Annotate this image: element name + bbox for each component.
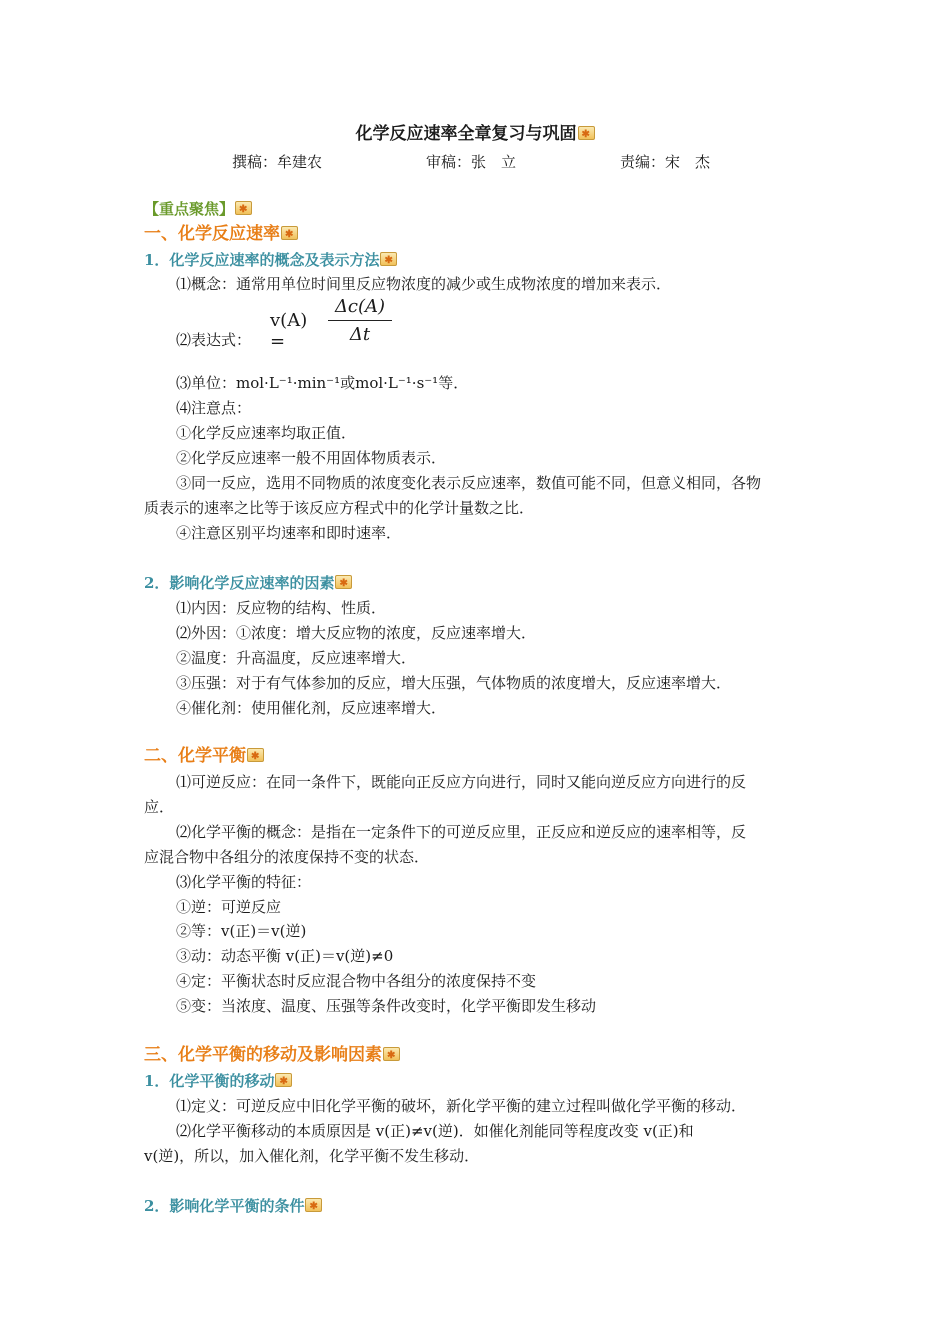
author-writer: 撰稿：牟建农 [232, 153, 323, 171]
shift-essence-line-2: v(逆)，所以，加入催化剂，化学平衡不发生移动． [144, 1147, 480, 1165]
section-1-2-heading: 2．影响化学反应速率的因素✱ [144, 573, 352, 593]
note-3-line-1: ③同一反应，选用不同物质的浓度变化表示反应速率，数值可能不同，但意义相同，各物 [176, 474, 762, 492]
attachment-icon[interactable] [305, 1198, 322, 1212]
fraction-bar [328, 320, 392, 321]
attachment-icon[interactable] [247, 748, 264, 762]
section-3-2-heading: 2．影响化学平衡的条件✱ [144, 1196, 322, 1216]
attachment-icon[interactable] [235, 201, 252, 215]
attachment-icon[interactable] [281, 226, 298, 240]
document-title: 化学反应速率全章复习与巩固✱ [0, 124, 950, 144]
formula-denominator: Δt [349, 324, 371, 345]
factor-internal: ⑴内因：反应物的结构、性质． [176, 599, 387, 617]
formula-numerator: Δc(A) [334, 296, 386, 317]
feature-4: ④定：平衡状态时反应混合物中各组分的浓度保持不变 [176, 972, 537, 990]
attachment-icon[interactable] [383, 1047, 400, 1061]
note-3-line-2: 质表示的速率之比等于该反应方程式中的化学计量数之比． [144, 499, 535, 517]
factor-external: ⑵外因：①浓度：增大反应物的浓度，反应速率增大． [176, 624, 537, 642]
formula-fraction [328, 296, 392, 345]
concept-text: ⑴概念：通常用单位时间里反应物浓度的减少或生成物浓度的增加来表示． [176, 275, 672, 293]
reversible-line-1: ⑴可逆反应：在同一条件下，既能向正反应方向进行，同时又能向逆反应方向进行的反 [176, 773, 747, 791]
features-label: ⑶化学平衡的特征： [176, 873, 312, 891]
attachment-icon[interactable] [275, 1073, 292, 1087]
unit-text: ⑶单位：mol·L⁻¹·min⁻¹或mol·L⁻¹·s⁻¹等． [176, 374, 469, 392]
notes-label: ⑷注意点： [176, 399, 252, 417]
factor-catalyst: ④催化剂：使用催化剂，反应速率增大． [176, 699, 447, 717]
attachment-icon[interactable] [380, 252, 397, 266]
shift-essence-line-1: ⑵化学平衡移动的本质原因是 v(正)≠v(逆)．如催化剂能同等程度改变 v(正)和 [176, 1122, 694, 1140]
equilibrium-concept-line-2: 应混合物中各组分的浓度保持不变的状态． [144, 848, 430, 866]
note-1: ①化学反应速率均取正值． [176, 424, 357, 442]
feature-2: ②等：v(正)＝v(逆) [176, 922, 307, 940]
attachment-icon[interactable] [578, 126, 595, 140]
section-3-heading: 三、化学平衡的移动及影响因素✱ [144, 1045, 400, 1065]
author-editor: 责编：宋 杰 [620, 153, 711, 171]
attachment-icon[interactable] [335, 575, 352, 589]
shift-definition: ⑴定义：可逆反应中旧化学平衡的破坏，新化学平衡的建立过程叫做化学平衡的移动． [176, 1097, 747, 1115]
formula-lhs: v(A) = [270, 310, 308, 352]
section-3-1-heading: 1．化学平衡的移动✱ [144, 1071, 292, 1091]
factor-temperature: ②温度：升高温度，反应速率增大． [176, 649, 417, 667]
author-reviewer: 审稿：张 立 [426, 153, 517, 171]
equilibrium-concept-line-1: ⑵化学平衡的概念：是指在一定条件下的可逆反应里，正反应和逆反应的速率相等，反 [176, 823, 747, 841]
focus-heading: 【重点聚焦】✱ [144, 199, 252, 219]
factor-pressure: ③压强：对于有气体参加的反应，增大压强，气体物质的浓度增大，反应速率增大． [176, 674, 732, 692]
section-1-1-heading: 1．化学反应速率的概念及表示方法✱ [144, 250, 397, 270]
feature-1: ①逆：可逆反应 [176, 898, 282, 916]
feature-3: ③动：动态平衡 v(正)＝v(逆)≠0 [176, 947, 394, 965]
reversible-line-2: 应． [144, 798, 175, 816]
note-2: ②化学反应速率一般不用固体物质表示． [176, 449, 447, 467]
expression-label: ⑵表达式： [176, 331, 252, 349]
feature-5: ⑤变：当浓度、温度、压强等条件改变时，化学平衡即发生移动 [176, 997, 597, 1015]
note-4: ④注意区别平均速率和即时速率． [176, 524, 402, 542]
section-1-heading: 一、化学反应速率✱ [144, 224, 298, 244]
section-2-heading: 二、化学平衡✱ [144, 746, 264, 766]
